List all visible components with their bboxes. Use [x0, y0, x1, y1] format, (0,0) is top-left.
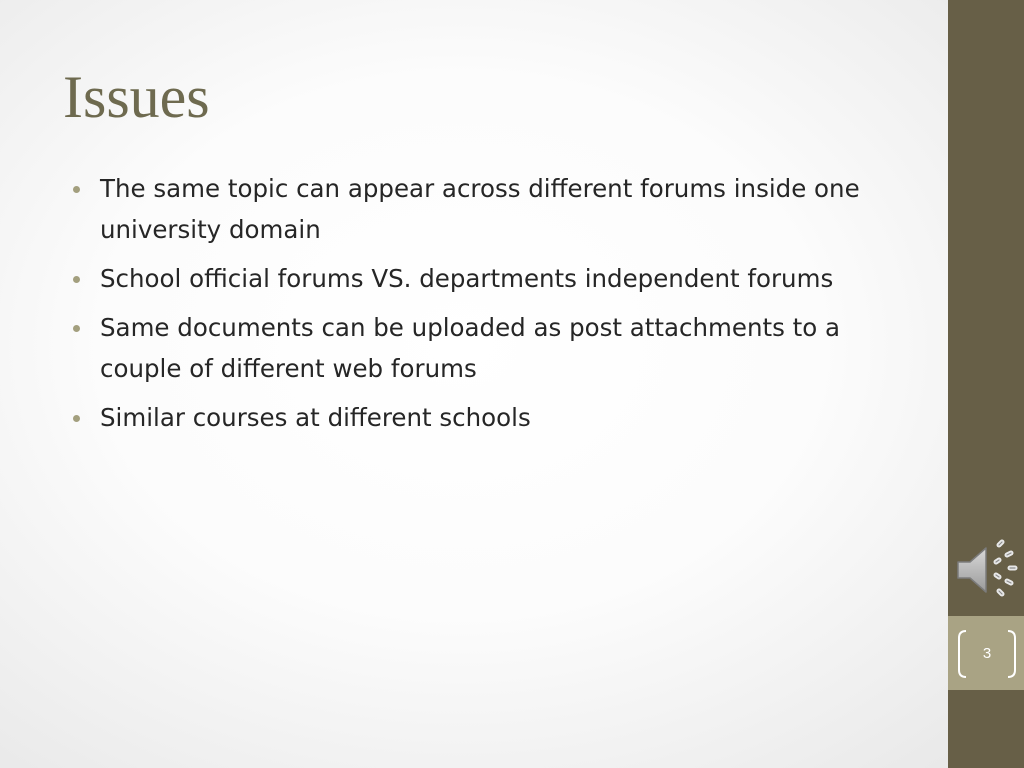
- bullet-dot-icon: [73, 186, 80, 193]
- bullet-dot-icon: [73, 325, 80, 332]
- bullet-item: [73, 258, 893, 299]
- bullet-dot-icon: [73, 276, 80, 283]
- bullet-item: [73, 397, 893, 438]
- page-number: 3: [982, 645, 992, 662]
- bullet-text: School official forums VS. departments independent forums: [100, 264, 834, 293]
- bullet-text: Similar courses at different schools: [100, 403, 531, 432]
- bullet-item: [73, 168, 893, 250]
- bullet-list: [73, 168, 893, 446]
- bullet-text: The same topic can appear across different forums inside one university domain: [100, 174, 860, 244]
- speaker-icon[interactable]: [954, 538, 1024, 602]
- bullet-dot-icon: [73, 415, 80, 422]
- bullet-text: Same documents can be uploaded as post attachments to a couple of different web forums: [100, 313, 841, 383]
- slide-title: Issues: [63, 64, 210, 130]
- bullet-item: [73, 307, 893, 389]
